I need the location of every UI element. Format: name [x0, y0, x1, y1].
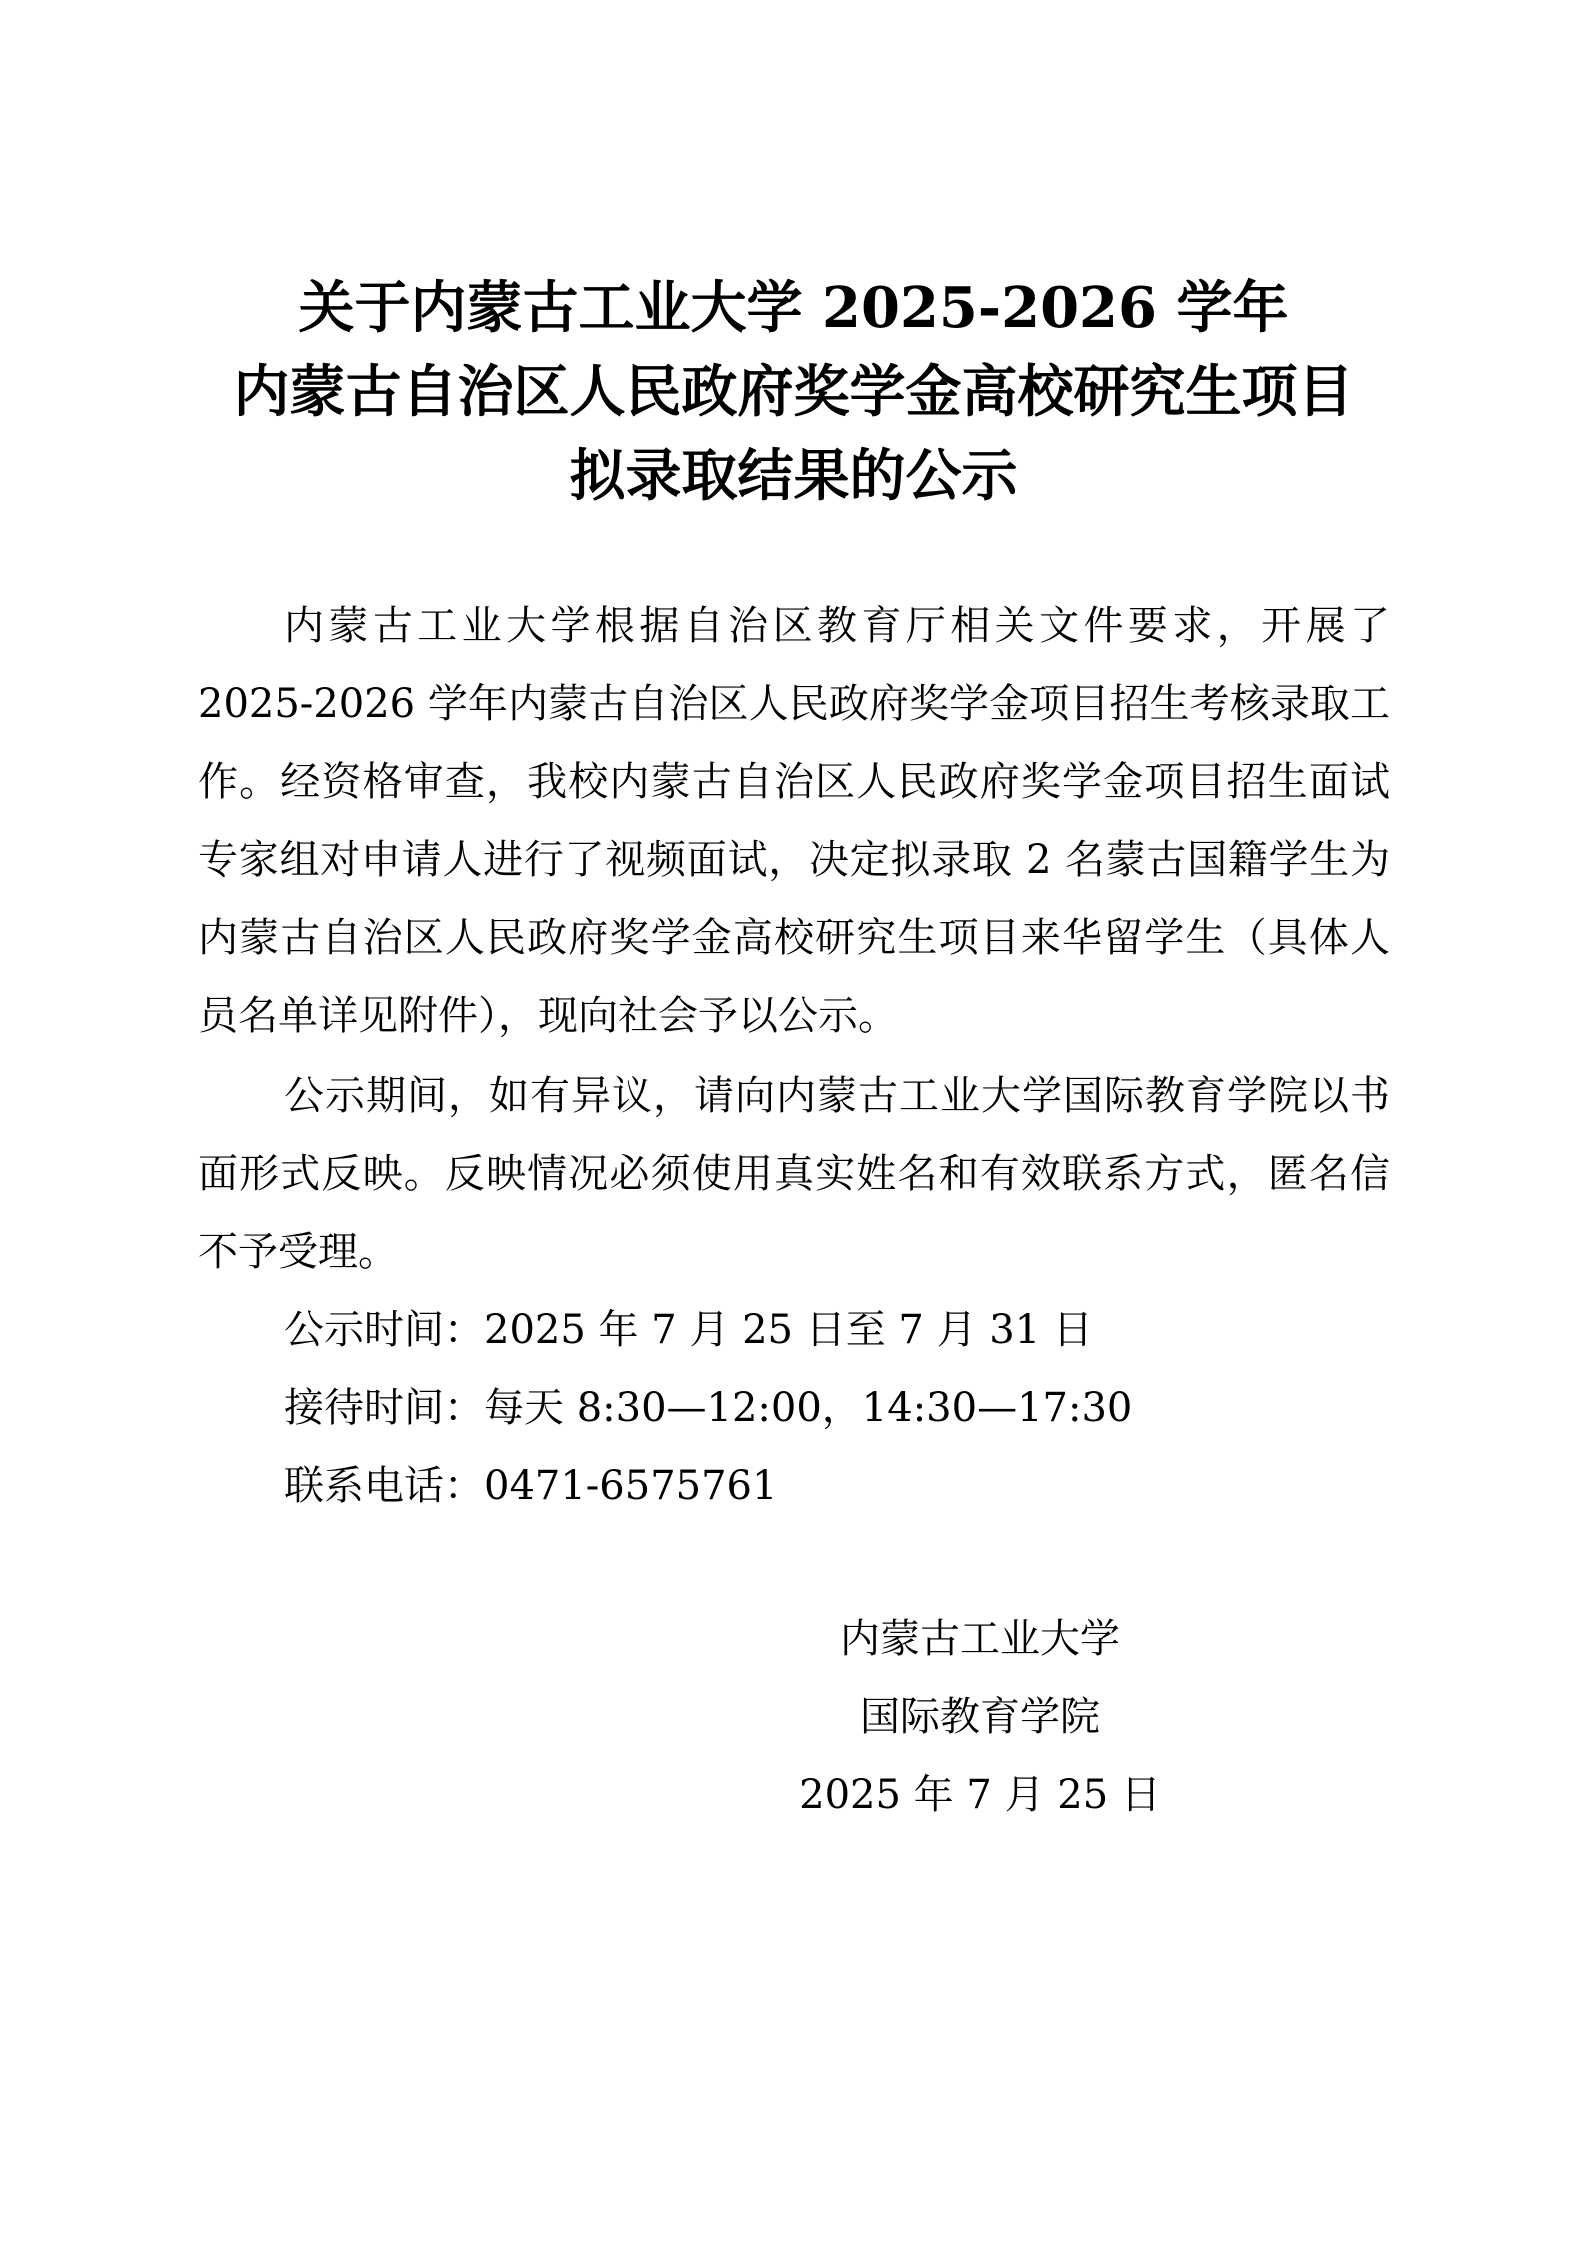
document-title [120, 266, 1467, 518]
body-paragraph-1: 内蒙古工业大学根据自治区教育厅相关文件要求，开展了2025-2026 学年内蒙古自治区人民政府奖学金项目招生考核录取工作。经资格审查，我校内蒙古自治区人民政府奖学金项目招生面试专家组对申请人进行了视频面试，决定拟录取 2 名蒙古国籍学生为内蒙古自治区人民政府奖学金高校研究生项目来华留学生（具体人员名单详见附件），现向社会予以公示。 [198, 603, 1390, 1039]
signature-university: 内蒙古工业大学 [840, 1616, 1120, 1662]
title-line-1: 关于内蒙古工业大学 2025-2026 学年 [298, 275, 1289, 341]
title-line-2: 内蒙古自治区人民政府奖学金高校研究生项目 [233, 359, 1354, 425]
reception-time: 接待时间：每天 8:30—12:00，14:30—17:30 [284, 1385, 1133, 1431]
contact-phone: 联系电话：0471-6575761 [284, 1463, 778, 1509]
body-paragraph-2: 公示期间，如有异议，请向内蒙古工业大学国际教育学院以书面形式反映。反映情况必须使用真实姓名和有效联系方式，匿名信不予受理。 [198, 1073, 1390, 1275]
title-line-3: 拟录取结果的公示 [569, 443, 1018, 509]
publicity-period: 公示时间：2025 年 7 月 25 日至 7 月 31 日 [284, 1307, 1093, 1353]
signature-department: 国际教育学院 [860, 1694, 1100, 1740]
signature-date: 2025 年 7 月 25 日 [799, 1772, 1161, 1818]
